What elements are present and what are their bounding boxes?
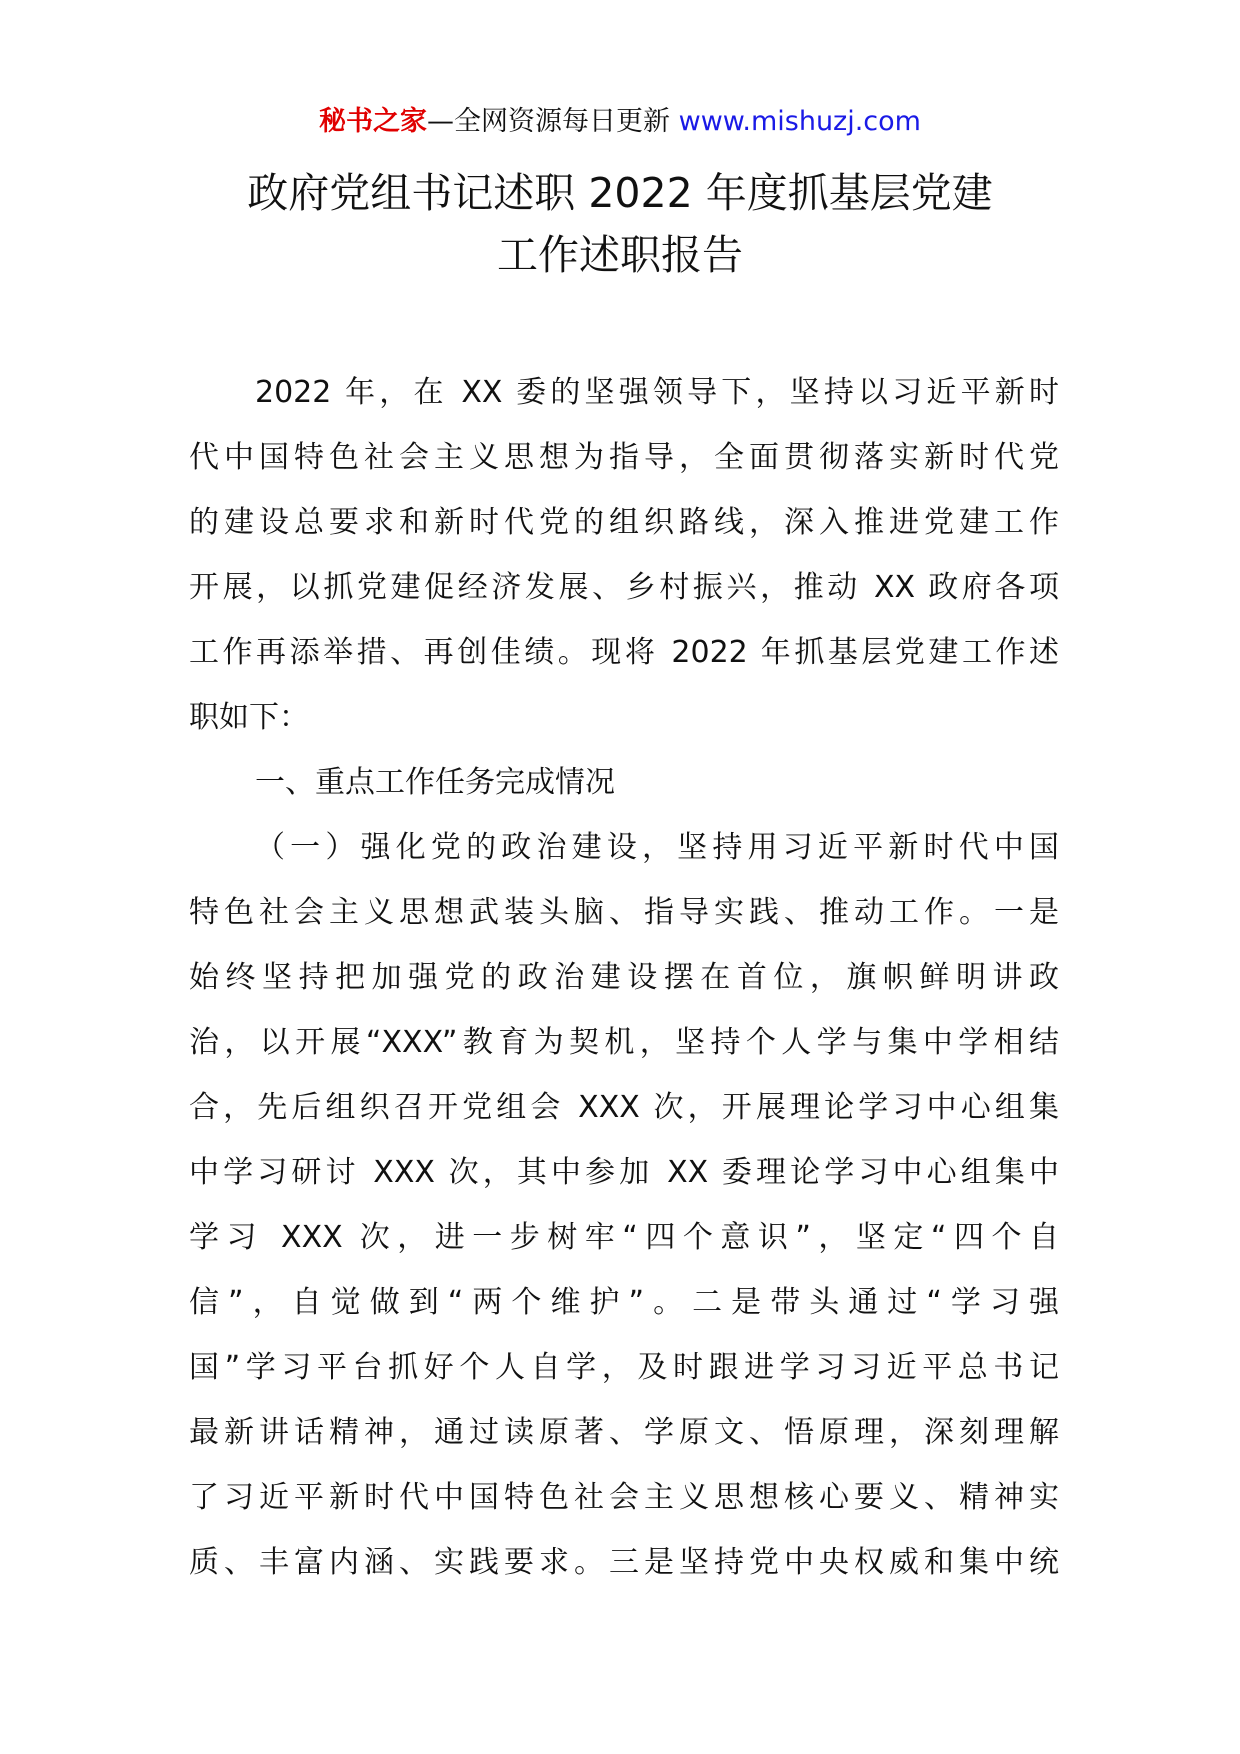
document-title [0,162,1240,286]
body-line: 开展，以抓党建促经济发展、乡村振兴，推动 XX 政府各项 [189,570,1059,605]
body-line: 2022 年，在 XX 委的坚强领导下，坚持以习近平新时 [255,375,1059,410]
body-line: 国”学习平台抓好个人自学，及时跟进学习习近平总书记 [189,1350,1059,1385]
body-line: （一）强化党的政治建设，坚持用习近平新时代中国 [255,830,1059,865]
body-line: 治，以开展“XXX”教育为契机，坚持个人学与集中学相结 [189,1025,1059,1060]
body-line: 最新讲话精神，通过读原著、学原文、悟原理，深刻理解 [189,1415,1059,1450]
title-line-2: 工作述职报告 [497,231,743,279]
body-line: 代中国特色社会主义思想为指导，全面贯彻落实新时代党 [189,440,1059,475]
body-line: 工作再添举措、再创佳绩。现将 2022 年抓基层党建工作述 [189,635,1059,670]
title-line-1: 政府党组书记述职 2022 年度抓基层党建 [247,169,993,217]
document-body [189,360,1059,1595]
body-line: 特色社会主义思想武装头脑、指导实践、推动工作。一是 [189,895,1059,930]
body-line: 学习 XXX 次，进一步树牢“四个意识”，坚定“四个自 [189,1220,1059,1255]
site-url-link[interactable]: www.mishuzj.com [678,106,921,137]
body-line: 合，先后组织召开党组会 XXX 次，开展理论学习中心组集 [189,1090,1059,1125]
body-line: 中学习研讨 XXX 次，其中参加 XX 委理论学习中心组集中 [189,1155,1059,1190]
body-line: 职如下： [189,700,309,735]
body-line: 的建设总要求和新时代党的组织路线，深入推进党建工作 [189,505,1059,540]
body-line: 信”，自觉做到“两个维护”。二是带头通过“学习强 [189,1285,1059,1320]
site-header [0,102,1240,142]
body-line: 质、丰富内涵、实践要求。三是坚持党中央权威和集中统 [189,1545,1059,1580]
body-line: 始终坚持把加强党的政治建设摆在首位，旗帜鲜明讲政 [189,960,1059,995]
section-heading: 一、重点工作任务完成情况 [255,765,615,800]
body-line: 了习近平新时代中国特色社会主义思想核心要义、精神实 [189,1480,1059,1515]
site-tagline: —全网资源每日更新 [427,106,671,137]
site-brand: 秘书之家 [319,106,428,137]
